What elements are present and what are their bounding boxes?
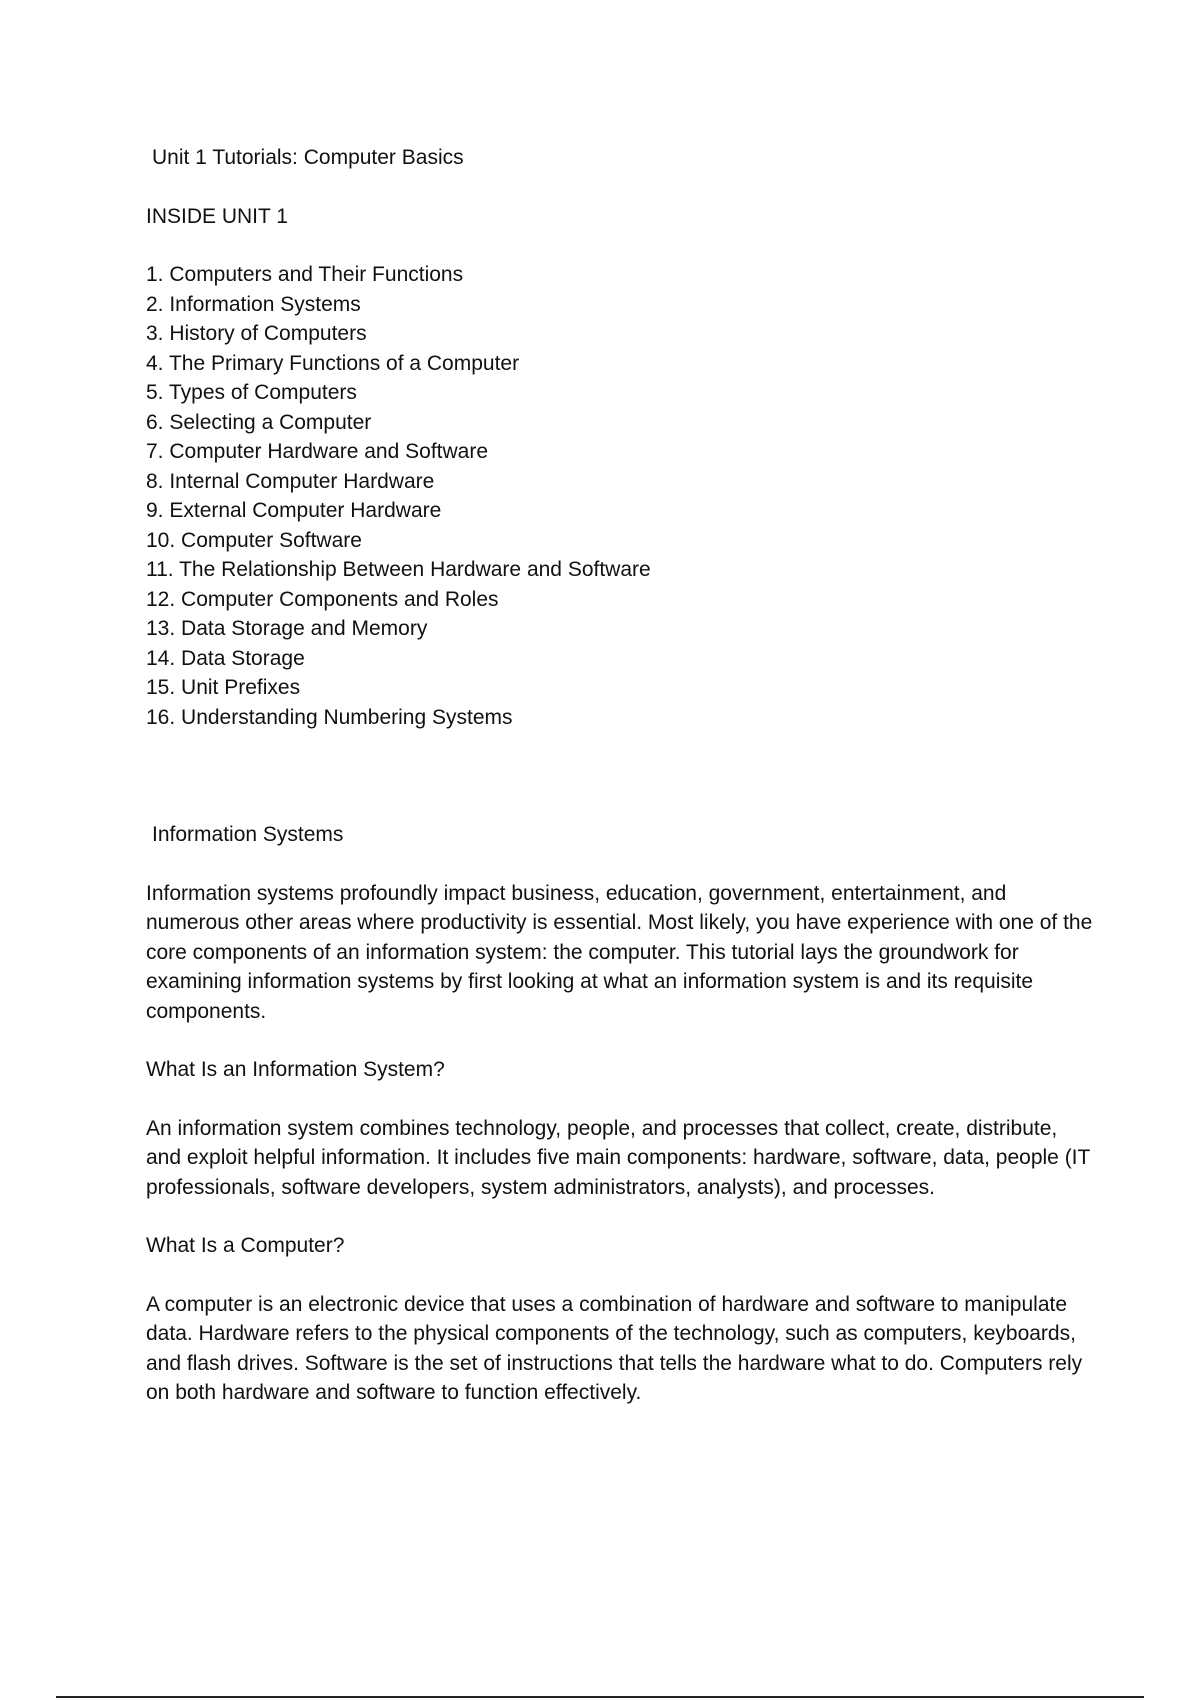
- unit-contents-heading: INSIDE UNIT 1: [146, 204, 288, 228]
- toc-item: 8. Internal Computer Hardware: [146, 469, 435, 493]
- information-system-paragraph: An information system combines technology, people, and processes that collect, create, distribute, and exploit helpful information. It includes five main components: hardware, software, data, people (IT professionals, software developers, system administrators, analysts), and processes.: [146, 1116, 1090, 1199]
- toc-item: 6. Selecting a Computer: [146, 410, 372, 434]
- toc-item: 15. Unit Prefixes: [146, 676, 301, 699]
- toc-item: 11. The Relationship Between Hardware and Software: [146, 558, 651, 581]
- toc-item: 14. Data Storage: [146, 646, 305, 670]
- toc-item: 1. Computers and Their Functions: [146, 263, 464, 286]
- toc-item: 5. Types of Computers: [146, 381, 357, 404]
- computer-heading: What Is a Computer?: [146, 1234, 345, 1257]
- toc-item: 2. Information Systems: [146, 292, 361, 316]
- toc-item: 4. The Primary Functions of a Computer: [146, 351, 520, 375]
- computer-paragraph: A computer is an electronic device that uses a combination of hardware and software to manipulate data. Hardware refers to the physical components of the technology, such as computers, keyboards, and flash drives. Software is the set of instructions that tells the hardware what to do. Computers rely on both hardware and software to function effectively.: [146, 1292, 1083, 1404]
- toc-item: 7. Computer Hardware and Software: [146, 440, 488, 463]
- toc-item: 16. Understanding Numbering Systems: [146, 705, 513, 729]
- document-content: [146, 143, 1106, 1408]
- toc-item: 3. History of Computers: [146, 322, 367, 345]
- page-bottom-divider: [56, 1696, 1144, 1698]
- toc-item: 12. Computer Components and Roles: [146, 587, 499, 611]
- toc-item: 10. Computer Software: [146, 528, 362, 552]
- section-title: Information Systems: [152, 823, 344, 846]
- information-system-heading: What Is an Information System?: [146, 1058, 445, 1081]
- toc-item: 9. External Computer Hardware: [146, 499, 442, 522]
- toc-item: 13. Data Storage and Memory: [146, 617, 428, 640]
- intro-paragraph: Information systems profoundly impact business, education, government, entertainment, and numerous other areas where productivity is essential. Most likely, you have experience with one of the core components of an information system: the computer. This tutorial lays the groundwork for examining information systems by first looking at what an information system is and its requisite components.: [146, 881, 1093, 1023]
- document-title: Unit 1 Tutorials: Computer Basics: [152, 146, 464, 169]
- table-of-contents: [146, 260, 1106, 732]
